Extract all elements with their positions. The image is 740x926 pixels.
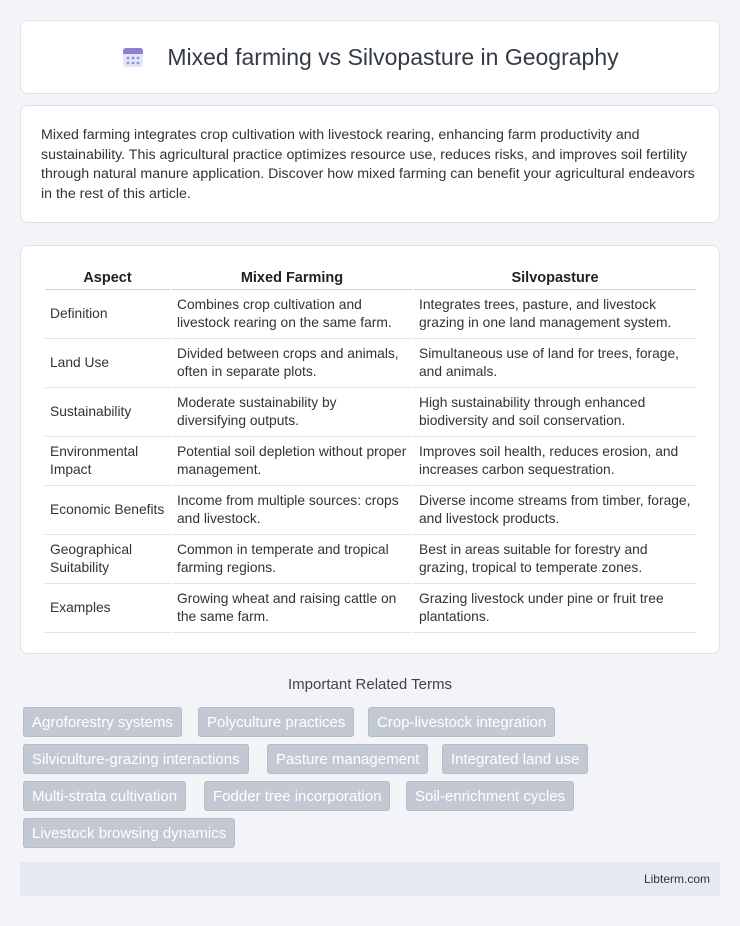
table-row [45, 339, 696, 388]
cell-aspect: Definition [45, 290, 170, 339]
related-term-tag[interactable]: Multi-strata cultivation [23, 781, 186, 811]
cell-silvopasture: Integrates trees, pasture, and livestock grazing in one land management system. [414, 290, 696, 339]
cell-aspect: Geographical Suitability [45, 535, 170, 584]
cell-mixed-farming: Potential soil depletion without proper management. [172, 437, 412, 486]
table-row [45, 388, 696, 437]
related-terms-heading: Important Related Terms [288, 676, 452, 693]
intro-paragraph: Mixed farming integrates crop cultivation with livestock rearing, enhancing farm productivity and sustainability. This agricultural practice optimizes resource use, reduces risks, and improves soil fertility through natural manure application. Discover how mixed farming can benefit your agricultural endeavors in the rest of this article. [41, 127, 695, 202]
related-term-tag[interactable]: Soil-enrichment cycles [406, 781, 574, 811]
cell-mixed-farming: Common in temperate and tropical farming regions. [172, 535, 412, 584]
cell-aspect: Environmental Impact [45, 437, 170, 486]
cell-aspect: Sustainability [45, 388, 170, 437]
table-header-row [45, 266, 696, 290]
cell-silvopasture: Diverse income streams from timber, forage, and livestock products. [414, 486, 696, 535]
title-card [20, 20, 720, 94]
column-header-silvopasture: Silvopasture [414, 266, 696, 290]
footer [20, 862, 720, 896]
related-term-tag[interactable]: Fodder tree incorporation [204, 781, 390, 811]
related-term-tag[interactable]: Agroforestry systems [23, 707, 182, 737]
related-term-tag[interactable]: Integrated land use [442, 744, 588, 774]
column-header-aspect: Aspect [45, 266, 170, 290]
cell-aspect: Examples [45, 584, 170, 633]
related-term-tag[interactable]: Crop-livestock integration [368, 707, 555, 737]
related-term-tag[interactable]: Polyculture practices [198, 707, 354, 737]
cell-silvopasture: Grazing livestock under pine or fruit tree plantations. [414, 584, 696, 633]
page-title: Mixed farming vs Silvopasture in Geography [167, 43, 619, 70]
table-row [45, 486, 696, 535]
cell-aspect: Economic Benefits [45, 486, 170, 535]
cell-mixed-farming: Combines crop cultivation and livestock rearing on the same farm. [172, 290, 412, 339]
cell-mixed-farming: Moderate sustainability by diversifying outputs. [172, 388, 412, 437]
table-row [45, 290, 696, 339]
cell-silvopasture: High sustainability through enhanced biodiversity and soil conservation. [414, 388, 696, 437]
cell-silvopasture: Best in areas suitable for forestry and grazing, tropical to temperate zones. [414, 535, 696, 584]
table-row [45, 584, 696, 633]
cell-mixed-farming: Divided between crops and animals, often in separate plots. [172, 339, 412, 388]
table-row [45, 437, 696, 486]
comparison-table [43, 266, 698, 633]
related-term-tag[interactable]: Pasture management [267, 744, 428, 774]
comparison-card [20, 245, 720, 654]
cell-mixed-farming: Income from multiple sources: crops and livestock. [172, 486, 412, 535]
column-header-mixed-farming: Mixed Farming [172, 266, 412, 290]
calendar-icon [121, 45, 145, 69]
related-term-tag[interactable]: Silviculture-grazing interactions [23, 744, 249, 774]
intro-card [20, 105, 720, 223]
cell-silvopasture: Simultaneous use of land for trees, forage, and animals. [414, 339, 696, 388]
related-term-tag[interactable]: Livestock browsing dynamics [23, 818, 235, 848]
cell-mixed-farming: Growing wheat and raising cattle on the same farm. [172, 584, 412, 633]
cell-silvopasture: Improves soil health, reduces erosion, and increases carbon sequestration. [414, 437, 696, 486]
footer-site-link[interactable]: Libterm.com [643, 872, 710, 886]
cell-aspect: Land Use [45, 339, 170, 388]
table-row [45, 535, 696, 584]
